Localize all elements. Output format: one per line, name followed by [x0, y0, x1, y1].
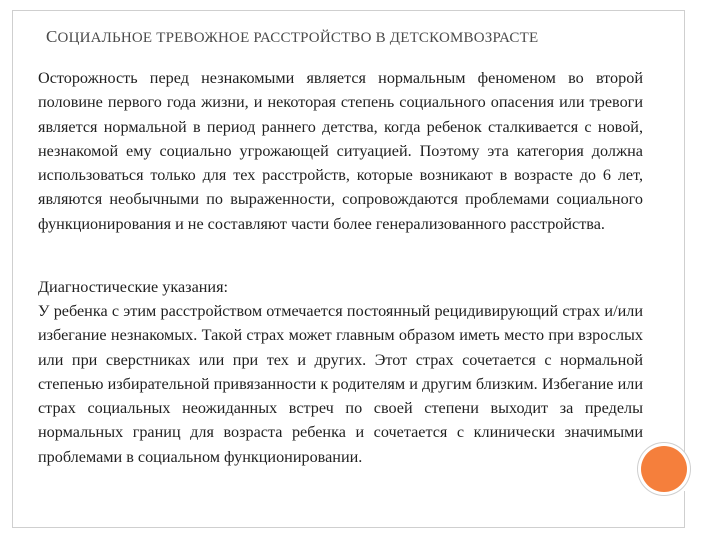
frame-divider-top	[684, 10, 685, 453]
intro-paragraph: Осторожность перед незнакомыми является нормальным феноменом во второй половине первого года жизни, и некоторая степень социального опасения или тревоги является нормальной в период раннего детства, когда ребенок сталкивается с новой, незнакомой ему социально угрожающей ситуацией. Поэтому эта категория должна использоваться только для тех расстройств, которые возникают в возрасте до 6 лет, являются необычными по выраженности, сопровождаются проблемами социального функционирования и не составляют части более генерализованного расстройства.	[38, 69, 643, 233]
diagnostic-paragraph: У ребенка с этим расстройством отмечается постоянный рецидивирующий страх и/или избегание незнакомых. Такой страх может главным образом иметь место при взрослых или при сверстниках или при тех и других. Этот страх сочетается с нормальной степенью избирательной привязанности к родителям и другим близким. Избегание или страх социальных неожиданных встреч по своей степени выходит за пределы нормальных границ для возраста ребенка и сочетается с клинически значимыми проблемами в социальном функционировании.	[38, 302, 643, 466]
diagnostic-heading: Диагностические указания:	[38, 278, 229, 296]
title-rest: ОЦИАЛЬНОЕ ТРЕВОЖНОЕ РАССТРОЙСТВО В ДЕТСКОМВОЗРАСТЕ	[57, 30, 539, 46]
title-initial: С	[46, 27, 58, 46]
accent-circle	[641, 446, 687, 492]
frame-divider-bottom	[684, 491, 685, 528]
slide-title	[46, 27, 538, 47]
